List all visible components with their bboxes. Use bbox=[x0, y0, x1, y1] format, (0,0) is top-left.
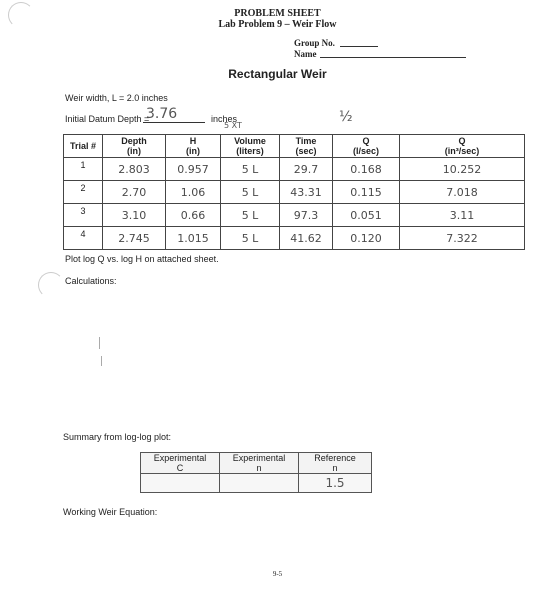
q-in3s-cell: 7.322 bbox=[400, 227, 525, 250]
hole-punch-mark bbox=[8, 2, 34, 28]
col-trial: Trial # bbox=[64, 135, 103, 158]
q-lps-cell: 0.051 bbox=[333, 204, 400, 227]
experimental-n-value bbox=[220, 474, 299, 493]
pencil-mark bbox=[101, 356, 102, 366]
q-note: ½ bbox=[339, 109, 353, 125]
sheet-title: PROBLEM SHEET bbox=[234, 8, 321, 19]
volume-cell: 5 L bbox=[221, 227, 280, 250]
q-lps-cell: 0.115 bbox=[333, 181, 400, 204]
col-q-lps: Q (l/sec) bbox=[333, 135, 400, 158]
col-volume: Volume (liters) bbox=[221, 135, 280, 158]
time-cell: 97.3 bbox=[280, 204, 333, 227]
summary-header-row bbox=[141, 453, 372, 474]
col-experimental-c: Experimental C bbox=[141, 453, 220, 474]
col-h: H (in) bbox=[166, 135, 221, 158]
trial-cell: 1 bbox=[64, 158, 103, 181]
name-field-line bbox=[320, 57, 466, 58]
pencil-mark bbox=[99, 337, 100, 349]
hole-punch-mark bbox=[38, 272, 64, 298]
trial-cell: 2 bbox=[64, 181, 103, 204]
page-number: 9-5 bbox=[272, 570, 283, 578]
volume-cell: 5 L bbox=[221, 158, 280, 181]
q-in3s-cell: 10.252 bbox=[400, 158, 525, 181]
working-equation-label: Working Weir Equation: bbox=[63, 507, 158, 517]
col-depth: Depth (in) bbox=[103, 135, 166, 158]
trial-cell: 3 bbox=[64, 204, 103, 227]
depth-cell: 2.745 bbox=[103, 227, 166, 250]
page-title: Rectangular Weir bbox=[228, 67, 327, 81]
weir-data-table bbox=[63, 134, 525, 250]
datum-value: 3.76 bbox=[146, 106, 178, 122]
summary-value-row bbox=[141, 474, 372, 493]
plot-instruction: Plot log Q vs. log H on attached sheet. bbox=[65, 254, 219, 264]
table-row bbox=[64, 181, 525, 204]
volume-cell: 5 L bbox=[221, 181, 280, 204]
group-label: Group No. bbox=[294, 38, 335, 48]
time-cell: 29.7 bbox=[280, 158, 333, 181]
table-row bbox=[64, 158, 525, 181]
name-label: Name bbox=[294, 49, 317, 59]
calculations-label: Calculations: bbox=[65, 276, 117, 286]
datum-field-line bbox=[143, 122, 205, 123]
trial-cell: 4 bbox=[64, 227, 103, 250]
table-row bbox=[64, 204, 525, 227]
depth-cell: 2.803 bbox=[103, 158, 166, 181]
time-cell: 43.31 bbox=[280, 181, 333, 204]
h-cell: 1.015 bbox=[166, 227, 221, 250]
weir-width-text: Weir width, L = 2.0 inches bbox=[65, 93, 168, 103]
col-time: Time (sec) bbox=[280, 135, 333, 158]
col-experimental-n: Experimental n bbox=[220, 453, 299, 474]
summary-label: Summary from log-log plot: bbox=[63, 432, 172, 442]
q-in3s-cell: 3.11 bbox=[400, 204, 525, 227]
depth-cell: 3.10 bbox=[103, 204, 166, 227]
reference-n-value: 1.5 bbox=[299, 474, 372, 493]
time-cell: 41.62 bbox=[280, 227, 333, 250]
datum-unit: inches bbox=[211, 114, 238, 124]
depth-cell: 2.70 bbox=[103, 181, 166, 204]
col-q-in3s: Q (in³/sec) bbox=[400, 135, 525, 158]
h-cell: 0.957 bbox=[166, 158, 221, 181]
table-header-row bbox=[64, 135, 525, 158]
volume-cell: 5 L bbox=[221, 204, 280, 227]
datum-label: Initial Datum Depth = bbox=[65, 114, 150, 124]
volume-note: 5 XT bbox=[224, 121, 242, 130]
table-row bbox=[64, 227, 525, 250]
q-lps-cell: 0.168 bbox=[333, 158, 400, 181]
h-cell: 1.06 bbox=[166, 181, 221, 204]
q-in3s-cell: 7.018 bbox=[400, 181, 525, 204]
lab-title: Lab Problem 9 – Weir Flow bbox=[218, 19, 337, 30]
q-lps-cell: 0.120 bbox=[333, 227, 400, 250]
h-cell: 0.66 bbox=[166, 204, 221, 227]
group-field-line bbox=[340, 46, 378, 47]
summary-table bbox=[140, 452, 372, 493]
col-reference-n: Reference n bbox=[299, 453, 372, 474]
experimental-c-value bbox=[141, 474, 220, 493]
